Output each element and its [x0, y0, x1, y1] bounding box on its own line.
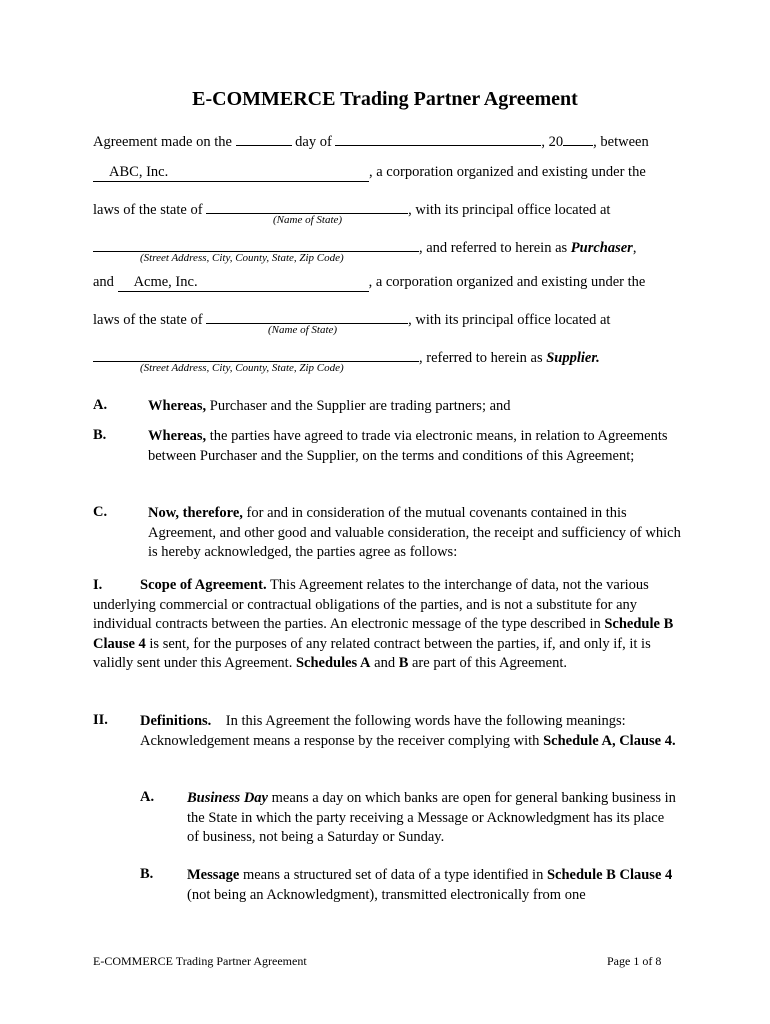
footer-title: E-COMMERCE Trading Partner Agreement	[93, 954, 307, 968]
section-1	[93, 576, 677, 674]
recital-c-label: C.	[93, 504, 108, 520]
recital-a	[148, 397, 688, 417]
party1-state-caption: (Name of State)	[273, 214, 343, 226]
party1-role: Purchaser	[570, 240, 633, 256]
definition-a-label: A.	[140, 789, 155, 805]
footer-page-number: Page 1 of 8	[607, 954, 662, 968]
section-1-ref-1: Schedule B Clause 4	[93, 616, 674, 652]
section-1-heading: Scope of Agreement.	[140, 577, 267, 593]
party2-corp-text: , a corporation organized and existing under the	[368, 274, 646, 290]
section-2-text-1: In this Agreement the following words have the following meanings: Acknowledgement means a response by the receiver complying with	[140, 713, 629, 749]
section-1-ref-3: B	[398, 655, 409, 671]
party2-office-text: , with its principal office located at	[408, 312, 611, 328]
party1-referred-text: , and referred to herein as	[419, 240, 568, 256]
definition-a-term: Business Day	[187, 790, 268, 806]
section-1-label: I.	[93, 577, 103, 593]
party1-office-text: , with its principal office located at	[408, 202, 611, 218]
party1-address-caption: (Street Address, City, County, State, Zip Code)	[140, 252, 344, 264]
party1-corp-text: , a corporation organized and existing under the	[369, 164, 646, 180]
party1-state-line	[93, 198, 610, 219]
party2-state-line	[93, 308, 610, 329]
intro-day-of: day of	[295, 134, 332, 150]
section-2-label: II.	[93, 712, 108, 728]
recital-c	[148, 504, 688, 563]
party2-role: Supplier.	[546, 350, 600, 366]
intro-year: , 20	[541, 134, 564, 150]
recital-b	[148, 427, 688, 466]
definition-b-term: Message	[187, 867, 240, 883]
month-blank[interactable]	[335, 130, 541, 146]
section-2	[140, 712, 680, 751]
definition-a-text: means a day on which banks are open for general banking business in the State in which the party receiving a Message or Acknowledgment has its place of business, not being a Saturday or Sunday.	[187, 790, 676, 845]
definition-b-ref: Schedule B Clause 4	[546, 867, 673, 883]
party1-name[interactable]: ABC, Inc.	[93, 164, 369, 182]
section-2-heading: Definitions.	[140, 713, 212, 729]
recital-b-text: the parties have agreed to trade via electronic means, in relation to Agreements between Purchaser and the Supplier, on the terms and conditions of this Agreement;	[148, 428, 668, 464]
definition-a	[187, 789, 677, 848]
party2-referred-text: , referred to herein as	[419, 350, 543, 366]
party2-laws-text: laws of the state of	[93, 312, 203, 328]
party2-name-line	[93, 274, 645, 292]
party1-laws-text: laws of the state of	[93, 202, 203, 218]
section-1-text-1: This Agreement relates to the interchange of data, not the various underlying commercial or contractual obligations of the parties, and is not a substitute for any individual contracts between the parties. An electronic message of the type described in	[93, 577, 649, 632]
definition-b-label: B.	[140, 866, 154, 882]
recital-b-label: B.	[93, 427, 107, 443]
recital-b-lead: Whereas,	[148, 428, 207, 444]
document-title: E-COMMERCE Trading Partner Agreement	[192, 88, 578, 110]
party2-address-blank[interactable]	[93, 346, 419, 362]
party1-address-line: , and referred to herein as Purchaser,	[93, 236, 636, 257]
recital-c-lead: Now, therefore,	[148, 505, 243, 521]
section-1-text-4: are part of this Agreement.	[408, 655, 568, 671]
party2-and: and	[93, 274, 114, 290]
section-2-ref-1: Schedule A, Clause 4.	[543, 732, 676, 749]
party2-address-caption: (Street Address, City, County, State, Zip Code)	[140, 362, 344, 374]
party2-state-caption: (Name of State)	[268, 324, 338, 336]
recital-a-text: Purchaser and the Supplier are trading partners; and	[206, 398, 511, 414]
section-1-text-2: is sent, for the purposes of any related contract between the parties, if, and only if, it is validly sent under this Agreement.	[93, 635, 651, 671]
definition-b-text: means a structured set of data of a type identified in	[239, 867, 547, 883]
section-1-text-3: and	[370, 655, 399, 671]
intro-made-on: Agreement made on the	[93, 134, 232, 150]
recital-a-label: A.	[93, 397, 108, 413]
recital-a-lead: Whereas,	[148, 398, 207, 414]
recital-c-text: for and in consideration of the mutual covenants contained in this Agreement, and other good and valuable consideration, the receipt and sufficiency of which is hereby acknowledged, the parties agree as follows:	[148, 505, 681, 560]
party1-address-blank[interactable]	[93, 236, 419, 252]
definition-b	[187, 866, 682, 905]
party2-name[interactable]: Acme, Inc.	[118, 274, 369, 292]
section-1-ref-2: Schedules A	[295, 655, 371, 671]
party1-name-line	[93, 164, 646, 182]
definition-b-text-2: (not being an Acknowledgment), transmitted electronically from one	[187, 886, 586, 903]
year-blank[interactable]	[563, 130, 593, 146]
intro-between: , between	[593, 134, 649, 150]
intro-line	[93, 130, 649, 151]
party1-state-blank[interactable]	[206, 198, 408, 214]
day-blank[interactable]	[236, 130, 292, 146]
party2-state-blank[interactable]	[206, 308, 408, 324]
